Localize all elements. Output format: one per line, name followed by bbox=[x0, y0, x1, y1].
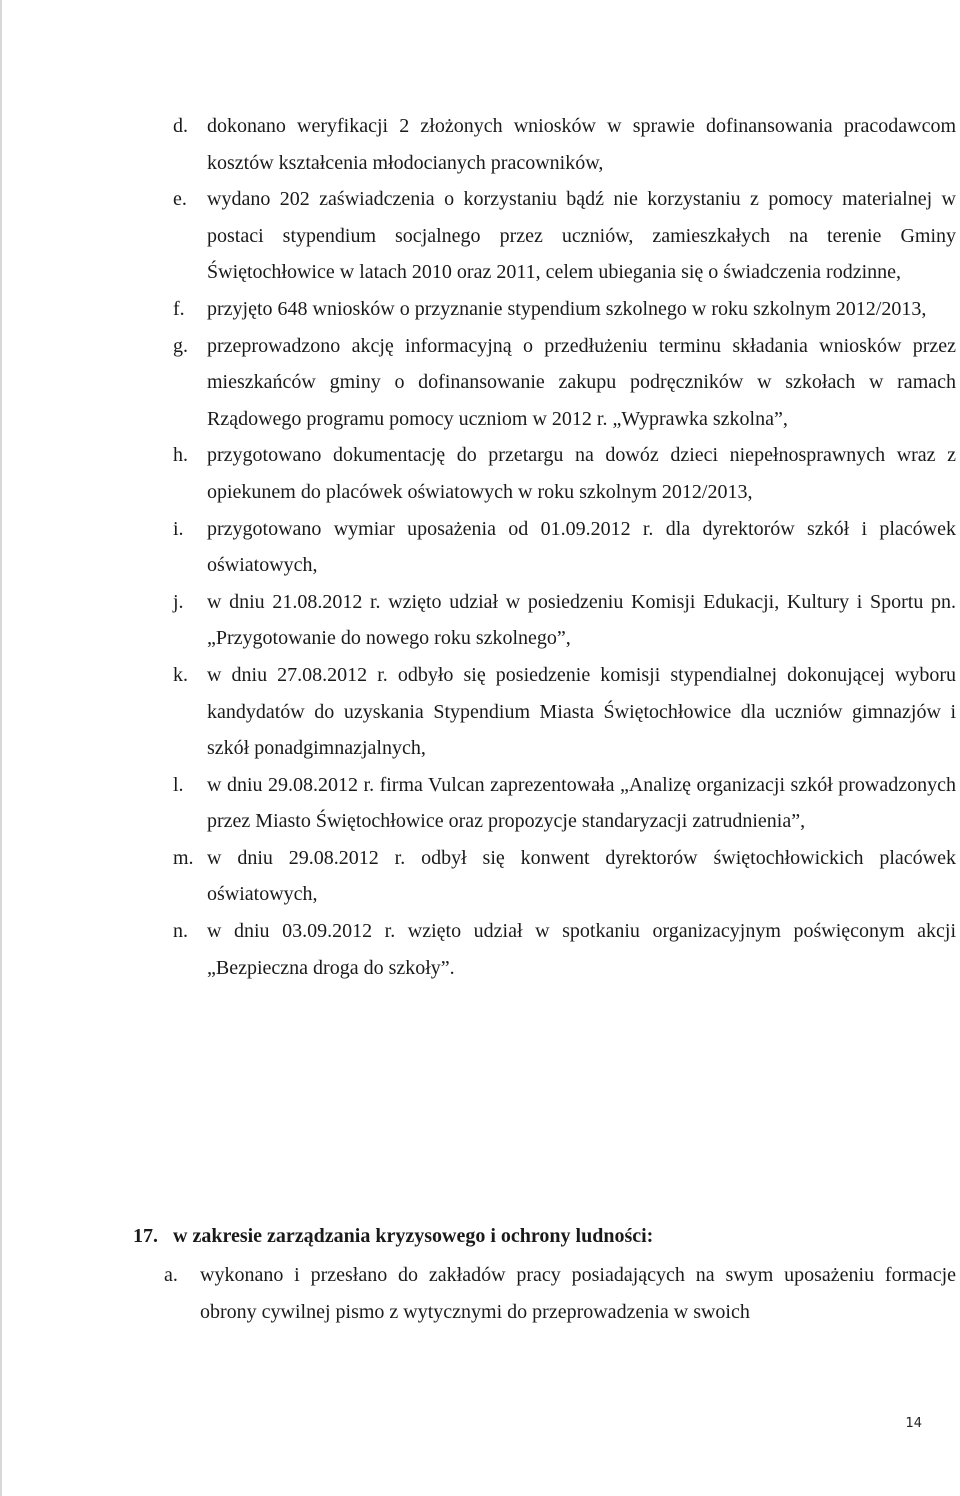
list-item-text: wydano 202 zaświadczenia o korzystaniu bądź nie korzystaniu z pomocy materialnej w postaci stypendium socjalnego przez uczniów, zamieszkałych na terenie Gminy Świętochłowice w latach 2010 oraz 2011, celem ubiegania się o świadczenia rodzinne, bbox=[207, 188, 956, 284]
list-item-text: w dniu 29.08.2012 r. odbył się konwent dyrektorów świętochłowickich placówek oświatowych, bbox=[207, 846, 956, 906]
section-heading bbox=[0, 1219, 960, 1253]
list-item-text: w dniu 27.08.2012 r. odbyło się posiedzenie komisji stypendialnej dokonującej wyboru kandydatów do uzyskania Stypendium Miasta Świętochłowice dla uczniów gimnazjów i szkół ponadgimnazjalnych, bbox=[207, 663, 956, 760]
list-item-l bbox=[0, 767, 956, 840]
item-list bbox=[0, 108, 960, 986]
section-item-list bbox=[0, 1257, 960, 1330]
list-item-n bbox=[0, 913, 956, 986]
list-marker: m. bbox=[173, 846, 194, 869]
section-17 bbox=[0, 1219, 960, 1330]
list-item-text: dokonano weryfikacji 2 złożonych wniosków w sprawie dofinansowania pracodawcom kosztów kształcenia młodocianych pracowników, bbox=[207, 115, 956, 174]
list-marker: i. bbox=[173, 517, 184, 540]
list-item-d bbox=[0, 108, 956, 181]
list-item-g bbox=[0, 328, 956, 438]
list-marker: a. bbox=[164, 1264, 178, 1286]
list-item-text: przyjęto 648 wniosków o przyznanie stypendium szkolnego w roku szkolnym 2012/2013, bbox=[207, 297, 927, 320]
list-item-i bbox=[0, 511, 956, 584]
list-marker: n. bbox=[173, 920, 188, 943]
list-marker: f. bbox=[173, 297, 185, 320]
list-item-j bbox=[0, 584, 956, 657]
list-item-e bbox=[0, 181, 956, 291]
list-marker: e. bbox=[173, 188, 187, 211]
list-item-k bbox=[0, 657, 956, 767]
section-title: w zakresie zarządzania kryzysowego i ochrony ludności: bbox=[173, 1225, 654, 1247]
section-list-item-a bbox=[0, 1257, 956, 1330]
list-marker: g. bbox=[173, 334, 188, 357]
list-marker: j. bbox=[173, 590, 184, 613]
list-item-text: w dniu 21.08.2012 r. wzięto udział w posiedzeniu Komisji Edukacji, Kultury i Sportu pn. „Przygotowanie do nowego roku szkolnego”, bbox=[207, 590, 956, 650]
list-marker: l. bbox=[173, 773, 184, 796]
list-item-text: w dniu 03.09.2012 r. wzięto udział w spotkaniu organizacyjnym poświęconym akcji „Bezpieczna droga do szkoły”. bbox=[207, 920, 956, 979]
list-item-h bbox=[0, 437, 956, 510]
list-marker: k. bbox=[173, 663, 188, 686]
list-item-text: wykonano i przesłano do zakładów pracy posiadających na swym uposażeniu formacje obrony cywilnej pismo z wytycznymi do przeprowadzenia w swoich bbox=[200, 1264, 956, 1323]
list-item-text: w dniu 29.08.2012 r. firma Vulcan zaprezentowała „Analizę organizacji szkół prowadzonych przez Miasto Świętochłowice oraz propozycje standaryzacji zatrudnienia”, bbox=[207, 773, 956, 833]
list-marker: d. bbox=[173, 115, 188, 137]
page-number: 14 bbox=[905, 1416, 922, 1431]
section-number: 17. bbox=[133, 1225, 158, 1247]
list-marker: h. bbox=[173, 444, 188, 467]
list-item-text: przygotowano wymiar uposażenia od 01.09.2012 r. dla dyrektorów szkół i placówek oświatowych, bbox=[207, 517, 956, 577]
list-item-text: przygotowano dokumentację do przetargu na dowóz dzieci niepełnosprawnych wraz z opiekunem do placówek oświatowych w roku szkolnym 2012/2013, bbox=[207, 444, 956, 503]
list-item-text: przeprowadzono akcję informacyjną o przedłużeniu terminu składania wniosków przez mieszkańców gminy o dofinansowanie zakupu podręczników w szkołach w ramach Rządowego programu pomocy uczniom w 2012 r. „Wyprawka szkolna”, bbox=[207, 334, 956, 430]
list-item-f bbox=[0, 291, 956, 328]
list-item-m bbox=[0, 840, 956, 913]
